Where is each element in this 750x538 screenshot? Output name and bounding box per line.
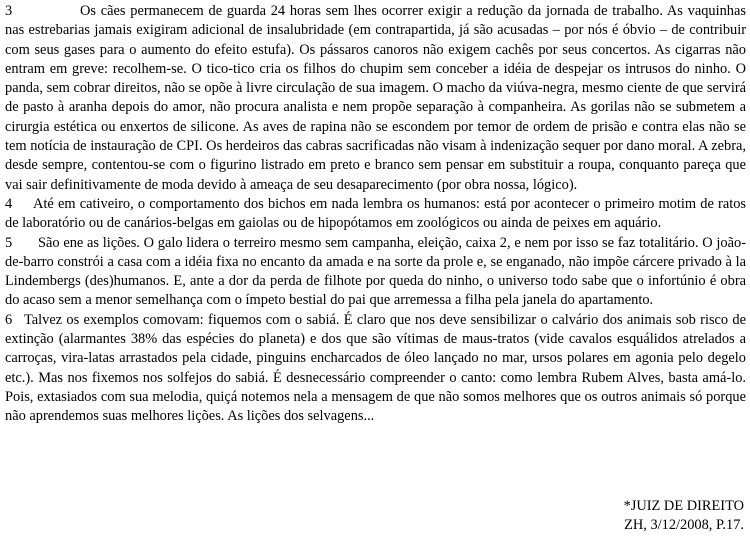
- source-citation: [624, 497, 744, 535]
- author-line: *JUIZ DE DIREITO: [623, 498, 744, 514]
- paragraph-6: [5, 311, 746, 427]
- paragraph-5: [5, 234, 746, 311]
- paragraph-text: Talvez os exemplos comovam: fiquemos com o sabiá. É claro que nos deve sensibilizar o calvário dos animais sob risco de extinção (alarmantes 38% das espécies do planeta) e dos que são vítimas de maus-tratos (vide cavalos esquálidos atrelados a carroças, vira-latas arrastados pela cidade, pinguins encharcados de óleo lançado no mar, ursos polares em agonia pelo degelo etc.). Mas nos fixemos nos solfejos do sabiá. É desnecessário compreender o canto: como lembra Rubem Alves, basta amá-lo. Pois, extasiados com sua melodia, quiçá notemos nela a mensagem de que não somos melhores que os outros animais só porque não aprendemos suas melhores lições. As lições dos selvagens...: [5, 311, 746, 425]
- paragraph-text: Até em cativeiro, o comportamento dos bichos em nada lembra os humanos: está por acontecer o primeiro motim de ratos de laboratório ou de canários-belgas em gaiolas ou de hipopótamos em zoológicos ou ainda de peixes em aquário.: [5, 195, 746, 232]
- paragraph-number: 4: [5, 195, 13, 212]
- citation-line: ZH, 3/12/2008, P.17.: [624, 517, 744, 533]
- paragraph-number: 6: [5, 311, 13, 328]
- paragraph-text: São ene as lições. O galo lidera o terreiro mesmo sem campanha, eleição, caixa 2, e nem por isso se faz totalitário. O joão-de-barro constrói a casa com a idéia fixa no encanto da amada e na sorte da prole e, se enganado, não impõe cárcere privado à la Lindembergs (des)humanos. E, ante a dor da perda de filhote por queda do ninho, o universo todo sabe que o infortúnio é obra do acaso sem a menor semelhança com o ímpeto bestial do pai que arremessa a filha pela janela do apartamento.: [5, 234, 746, 309]
- paragraph-4: [5, 195, 746, 234]
- paragraph-text: Os cães permanecem de guarda 24 horas sem lhes ocorrer exigir a redução da jornada de trabalho. As vaquinhas nas estrebarias jamais exigiram adicional de insalubridade (em contrapartida, já são acusadas – por nós é óbvio – de contribuir com seus gases para o aumento do efeito estufa). Os pássaros canoros não exigem cachês por seus concertos. As cigarras não entram em greve: recolhem-se. O tico-tico cria os filhos do chupim sem conceber a idéia de despejar os intrusos do ninho. O panda, sem cobrar direitos, não se opõe à livre circulação de sua imagem. O macho da viúva-negra, mesmo ciente de que servirá de pasto à aranha depois do amor, não procura analista e nem propõe separação à companheira. As gorilas não se submetem a cirurgia estética ou enxertos de silicone. As aves de rapina não se escondem por temor de ordem de prisão e contra elas não se tem notícia de instauração de CPI. Os herdeiros das cabras sacrificadas não visam à indenização sequer por dano moral. A zebra, desde sempre, contentou-se com o figurino listrado em preto e branco sem pensar em substituir a roupa, conquanto pareça que vai sair definitivamente de moda devido à ameaça de seu desaparecimento (por obra nossa, lógico).: [5, 3, 746, 193]
- paragraph-number: 5: [5, 234, 13, 251]
- paragraph-number: 3: [5, 3, 13, 19]
- paragraph-3: [5, 2, 746, 195]
